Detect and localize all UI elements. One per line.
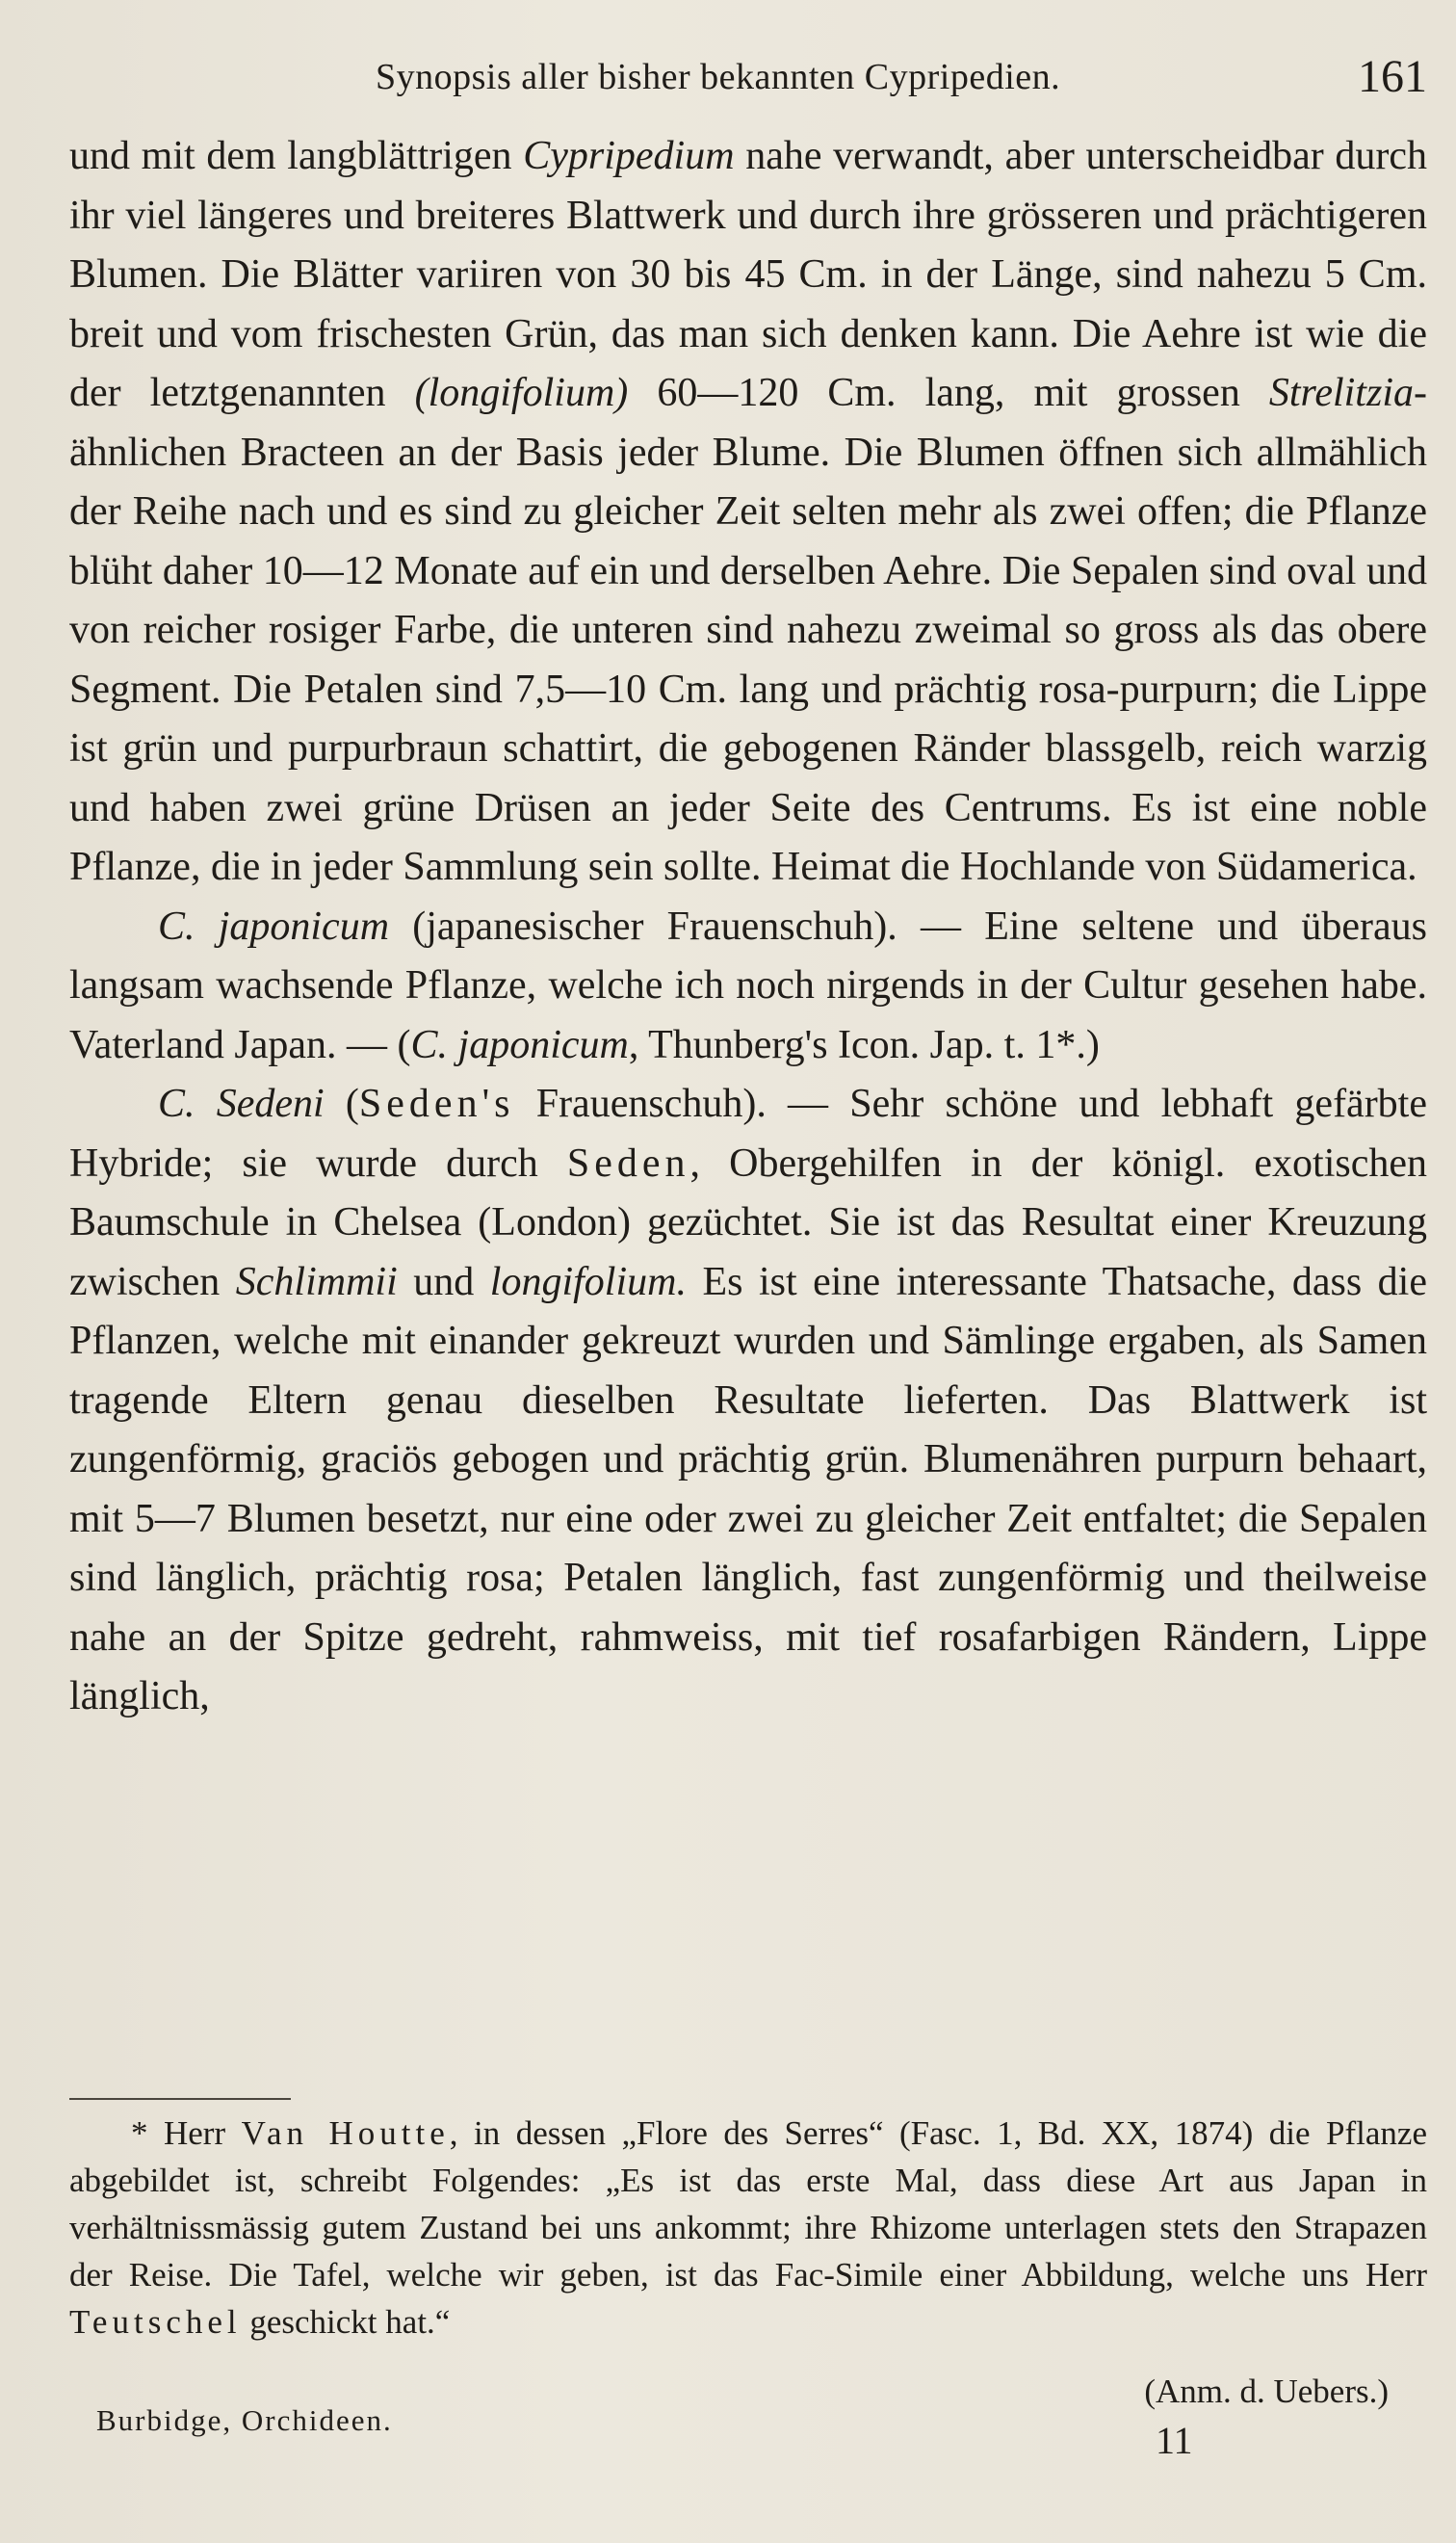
footnote-annotation: (Anm. d. Uebers.) <box>1144 2373 1389 2410</box>
species-name: C. Sedeni <box>158 1082 325 1126</box>
text-run: Es ist eine interessante Thatsache, dass die Pflanzen, welche mit einander gekreuzt wurden und Sämlinge ergaben, als Samen tragende Eltern genau dieselben Resultate lieferten. Das Blattwerk ist zungenförmig, graciös gebogen und prächtig grün. Blumenähren purpurn behaart, mit 5—7 Blumen besetzt, nur eine oder zwei zu gleicher Zeit entfaltet; die Sepalen sind länglich, prächtig rosa; Petalen länglich, fast zungenförmig und theilweise nahe an der Spitze gedreht, rahmweiss, mit tief rosafarbigen Rändern, Lippe länglich, <box>69 1259 1427 1718</box>
italic-term: Strelitzia <box>1268 371 1414 415</box>
italic-term: Cypripedium <box>523 134 735 178</box>
footnote <box>69 2110 1427 2346</box>
text-run: , Thunberg's Icon. Jap. t. 1*.) <box>628 1022 1100 1067</box>
spaced-name: Seden <box>566 1140 690 1186</box>
text-run: ( <box>324 1082 359 1126</box>
text-run: -ähnlichen Bracteen an der Basis jeder Blume. Die Blumen öffnen sich allmählich der Reihe nach und es sind zu gleicher Zeit selten mehr als zwei offen; die Pflanze blüht daher 10—12 Monate auf ein und derselben Aehre. Die Sepalen sind oval und von reicher rosiger Farbe, die unteren sind nahezu zweimal so gross als das obere Segment. Die Petalen sind 7,5—10 Cm. lang und prächtig rosa-purpurn; die Lippe ist grün und purpurbraun schattirt, die gebogenen Ränder blassgelb, reich warzig und haben zwei grüne Drüsen an jeder Seite des Centrums. Es ist eine noble Pflanze, die in jeder Sammlung sein sollte. Heimat die Hochlande von Südamerica. <box>69 371 1427 889</box>
text-run: nahe verwandt, aber unterscheidbar durch ihr viel längeres und breiteres Blattwerk und durch ihre grösseren und prächtigeren Blumen. Die Blätter variiren von 30 bis 45 Cm. in der Länge, sind nahezu 5 Cm. breit und vom frischesten Grün, das man sich denken kann. Die Aehre ist wie die der letztgenannten <box>69 134 1428 415</box>
page-header <box>77 50 1427 108</box>
footnote-text <box>69 2110 1427 2346</box>
text-run: (japanesischer Frauenschuh). — Eine seltene und überaus langsam wachsende Pflanze, welche ich noch nirgends in der Cultur gesehen habe. Vaterland Japan. — ( <box>69 904 1428 1067</box>
text-run: , in dessen „Flore des Serres“ (Fasc. 1, Bd. XX, 1874) die Pflanze abgebildet ist, schreibt Folgendes: „Es ist das erste Mal, dass diese Art aus Japan in verhältnissmässig gutem Zustand bei uns ankommt; ihre Rhizome unterlagen stets den Strapazen der Reise. Die Tafel, welche wir geben, ist das Fac-Simile einer Abbildung, welche uns Herr <box>69 2114 1427 2294</box>
spaced-name: Seden's <box>358 1082 515 1126</box>
main-text <box>69 127 1427 1727</box>
page-number: 161 <box>1358 51 1427 102</box>
signature-mark: Burbidge, Orchideen. <box>96 2403 393 2437</box>
footnote-divider <box>69 2098 291 2100</box>
text-run: geschickt hat.“ <box>241 2303 451 2341</box>
signature-number: 11 <box>1156 2419 1193 2462</box>
species-name: C. japonicum <box>158 904 390 949</box>
text-run: , Obergehilfen in der königl. exotischen Baumschule in Chelsea (London) gezüchtet. Sie ist das Resultat einer Kreuzung zwischen <box>69 1140 1427 1304</box>
spaced-name: Teutschel <box>69 2303 242 2341</box>
text-run: * Herr <box>131 2114 242 2152</box>
text-run: Frauenschuh). — Sehr schöne und lebhaft gefärbte Hybride; sie wurde durch <box>69 1082 1427 1186</box>
italic-term: longifolium. <box>489 1259 687 1304</box>
italic-term: Schlimmii <box>235 1259 398 1304</box>
paragraph-c-japonicum <box>69 898 1427 1076</box>
paragraph-c-sedeni <box>69 1075 1427 1727</box>
paragraph-cont-description <box>69 127 1427 898</box>
italic-term: (longifolium) <box>414 371 629 415</box>
spaced-name: Van Houtte <box>241 2114 450 2152</box>
italic-term: C. japonicum <box>410 1022 629 1067</box>
text-run: und <box>397 1259 490 1304</box>
text-run: 60—120 Cm. lang, mit grossen <box>628 371 1269 415</box>
running-title: Synopsis aller bisher bekannten Cypripedien. <box>376 57 1061 97</box>
text-run: und mit dem langblättrigen <box>69 134 524 178</box>
